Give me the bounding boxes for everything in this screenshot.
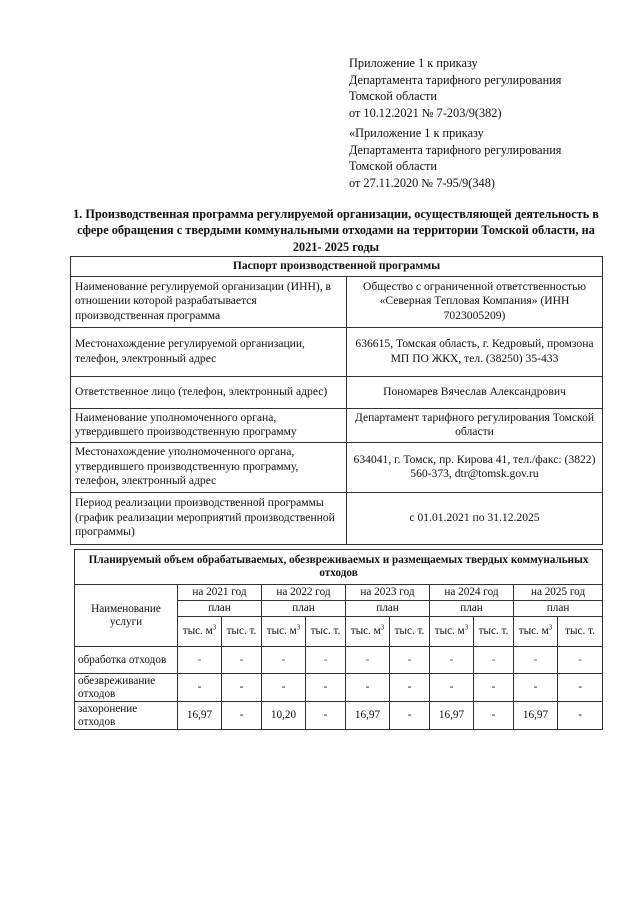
value-cell: - <box>262 647 306 674</box>
value-cell: - <box>474 674 514 702</box>
unit-t-header: тыс. т. <box>474 617 514 647</box>
header-line: от 10.12.2021 № 7-203/9(382) <box>349 105 502 120</box>
passport-value: 634041, г. Томск, пр. Кирова 41, тел./факс: (3822) 560-373, dtr@tomsk.gov.ru <box>347 442 603 492</box>
value-cell: - <box>390 702 430 730</box>
table-row <box>75 702 603 730</box>
value-cell: - <box>346 674 390 702</box>
value-cell: - <box>390 674 430 702</box>
value-cell: - <box>474 647 514 674</box>
value-cell: - <box>306 647 346 674</box>
unit-m3-header: тыс. $м^3$ <box>262 617 306 647</box>
unit-t-header: тыс. т. <box>222 617 262 647</box>
unit-t-header: тыс. т. <box>306 617 346 647</box>
value-cell: - <box>222 647 262 674</box>
unit-m3-header: тыс. $м^3$ <box>178 617 222 647</box>
value-cell: - <box>346 647 390 674</box>
plan-header: план <box>346 601 430 617</box>
table-row <box>75 647 603 674</box>
volume-table <box>74 549 603 730</box>
order-header-current <box>349 55 561 121</box>
table-row <box>71 376 603 408</box>
table-row <box>71 276 603 327</box>
order-header-previous <box>349 125 561 191</box>
passport-title: Паспорт производственной программы <box>71 257 603 277</box>
value-cell: - <box>262 674 306 702</box>
year-header: на 2025 год <box>514 585 603 601</box>
header-line: Приложение 1 к приказу <box>349 56 478 70</box>
header-line: Департамента тарифного регулирования <box>349 142 562 157</box>
unit-t-header: тыс. т. <box>558 617 603 647</box>
value-cell: - <box>306 702 346 730</box>
passport-label: Ответственное лицо (телефон, электронный адрес) <box>71 376 347 408</box>
value-cell: - <box>474 702 514 730</box>
value-cell: - <box>558 702 603 730</box>
value-cell: - <box>514 647 558 674</box>
table-row <box>71 327 603 376</box>
passport-label: Наименование регулируемой организации (ИНН), в отношении которой разрабатывается производственная программа <box>71 276 347 327</box>
value-cell: - <box>558 647 603 674</box>
year-header: на 2021 год <box>178 585 262 601</box>
passport-value: Департамент тарифного регулирования Томской области <box>347 408 603 442</box>
service-header: Наименование услуги <box>75 585 178 647</box>
passport-label: Местонахождение уполномоченного органа, утвердившего производственную программу, телефон, электронный адрес <box>71 442 347 492</box>
value-cell: - <box>178 674 222 702</box>
header-line: Томской области <box>349 89 437 104</box>
year-header: на 2023 год <box>346 585 430 601</box>
value-cell: - <box>430 674 474 702</box>
plan-header: план <box>262 601 346 617</box>
value-cell: - <box>222 674 262 702</box>
passport-label: Местонахождение регулируемой организации, телефон, электронный адрес <box>71 327 347 376</box>
unit-t-header: тыс. т. <box>390 617 430 647</box>
service-name: захоронение отходов <box>75 702 178 730</box>
header-line: Департамента тарифного регулирования <box>349 72 562 87</box>
plan-header: план <box>430 601 514 617</box>
passport-label: Период реализации производственной программы (график реализации мероприятий производственной программы) <box>71 492 347 544</box>
unit-m3-header: тыс. $м^3$ <box>514 617 558 647</box>
plan-header: план <box>178 601 262 617</box>
table-row <box>71 492 603 544</box>
volume-title: Планируемый объем обрабатываемых, обезвреживаемых и размещаемых твердых коммунальных отходов <box>75 550 603 585</box>
year-header: на 2022 год <box>262 585 346 601</box>
header-line: Томской области <box>349 159 437 174</box>
service-name: обезвреживание отходов <box>75 674 178 702</box>
service-name: обработка отходов <box>75 647 178 674</box>
table-row <box>71 408 603 442</box>
section-title: 1. Производственная программа регулируемой организации, осуществляющей деятельность в сфере обращения с твердыми коммунальными отходами на территории Томской области, на 2021- 2025 годы <box>73 207 599 254</box>
passport-value: с 01.01.2021 по 31.12.2025 <box>347 492 603 544</box>
value-cell: - <box>222 702 262 730</box>
value-cell: - <box>306 674 346 702</box>
passport-table <box>70 256 603 545</box>
plan-header: план <box>514 601 603 617</box>
passport-value: Общество с ограниченной ответственностью «Северная Тепловая Компания» (ИНН 7023005209) <box>347 276 603 327</box>
value-cell: - <box>390 647 430 674</box>
passport-value: Пономарев Вячеслав Александрович <box>347 376 603 408</box>
value-cell: - <box>430 647 474 674</box>
passport-value: 636615, Томская область, г. Кедровый, промзона МП ПО ЖКХ, тел. (38250) 35-433 <box>347 327 603 376</box>
passport-label: Наименование уполномоченного органа, утвердившего производственную программу <box>71 408 347 442</box>
header-line: «Приложение 1 к приказу <box>349 126 484 140</box>
header-line: от 27.11.2020 № 7-95/9(348) <box>349 175 495 190</box>
unit-m3-header: тыс. $м^3$ <box>430 617 474 647</box>
unit-m3-header: тыс. $м^3$ <box>346 617 390 647</box>
year-header: на 2024 год <box>430 585 514 601</box>
value-cell: - <box>558 674 603 702</box>
table-row <box>75 674 603 702</box>
value-cell: 10,20 <box>262 702 306 730</box>
value-cell: - <box>514 674 558 702</box>
table-row <box>71 442 603 492</box>
value-cell: 16,97 <box>430 702 474 730</box>
value-cell: 16,97 <box>178 702 222 730</box>
value-cell: 16,97 <box>346 702 390 730</box>
value-cell: - <box>178 647 222 674</box>
value-cell: 16,97 <box>514 702 558 730</box>
